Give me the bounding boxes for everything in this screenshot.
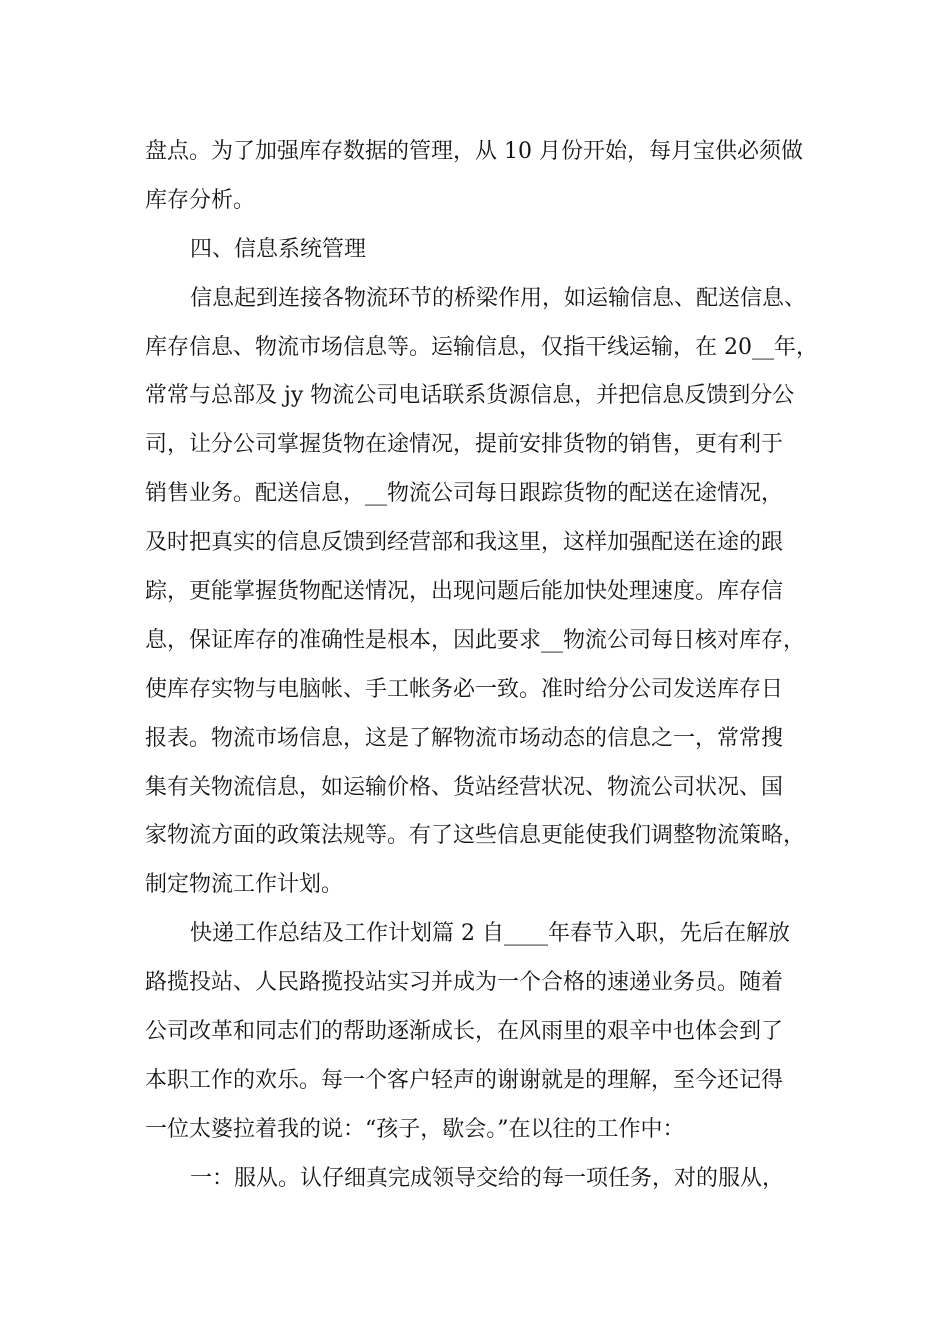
text-line: 集有关物流信息，如运输价格、货站经营状况、物流公司状况、国 <box>145 774 784 800</box>
text-line: 公司改革和同志们的帮助逐渐成长，在风雨里的艰辛中也体会到了 <box>145 1019 784 1045</box>
text-line: 司，让分公司掌握货物在途情况，提前安排货物的销售，更有利于 <box>145 432 784 458</box>
section-heading: 四、信息系统管理 <box>190 236 367 262</box>
text-line: 路揽投站、人民路揽投站实习并成为一个合格的速递业务员。随着 <box>145 970 784 996</box>
text-line: 信息起到连接各物流环节的桥梁作用，如运输信息、配送信息、 <box>190 285 807 311</box>
text-line: 一：服从。认仔细真完成领导交给的每一项任务，对的服从， <box>190 1165 785 1191</box>
text-line: 息，保证库存的准确性是根本，因此要求__物流公司每日核对库存， <box>145 627 806 653</box>
text-line: 库存分析。 <box>145 187 256 213</box>
text-line: 及时把真实的信息反馈到经营部和我这里，这样加强配送在途的跟 <box>145 530 784 556</box>
text-line: 家物流方面的政策法规等。有了这些信息更能使我们调整物流策略， <box>145 823 806 849</box>
text-line: 快递工作总结及工作计划篇 2 自____年春节入职，先后在解放 <box>190 921 790 947</box>
text-line: 盘点。为了加强库存数据的管理，从 10 月份开始，每月宝供必须做 <box>145 139 803 164</box>
text-line: 一位太婆拉着我的说：“孩子，歇会。”在以往的工作中： <box>145 1116 685 1142</box>
body-text <box>145 128 818 1204</box>
text-line: 本职工作的欢乐。每一个客户轻声的谢谢就是的理解，至今还记得 <box>145 1067 784 1093</box>
text-line: 常常与总部及 jy 物流公司电话联系货源信息，并把信息反馈到分公 <box>145 383 795 409</box>
text-line: 报表。物流市场信息，这是了解物流市场动态的信息之一，常常搜 <box>145 725 784 751</box>
text-line: 制定物流工作计划。 <box>145 872 344 898</box>
text-line: 踪，更能掌握货物配送情况，出现问题后能加快处理速度。库存信 <box>145 579 784 605</box>
text-line: 销售业务。配送信息，__物流公司每日跟踪货物的配送在途情况， <box>145 481 784 507</box>
text-line: 库存信息、物流市场信息等。运输信息，仅指干线运输，在 20__年， <box>145 334 818 360</box>
text-line: 使库存实物与电脑帐、手工帐务必一致。准时给分公司发送库存日 <box>145 676 784 702</box>
